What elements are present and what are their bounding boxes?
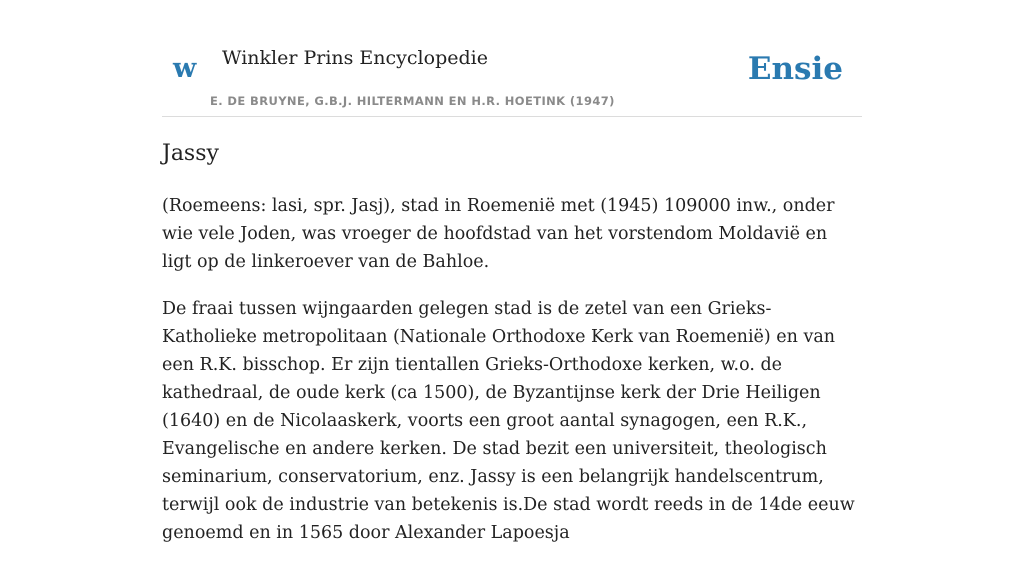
article-title: Jassy <box>162 141 219 166</box>
encyclopedia-title[interactable]: Winkler Prins Encyclopedie <box>222 47 488 69</box>
ensie-brand-logo[interactable]: Ensie <box>747 51 843 87</box>
authors-byline: E. DE BRUYNE, G.B.J. HILTERMANN EN H.R. HOETINK (1947) <box>210 94 615 108</box>
article-body <box>162 192 862 566</box>
article-paragraph: (Roemeens: lasi, spr. Jasj), stad in Roemenië met (1945) 109000 inw., onder wie vele Joden, was vroeger de hoofdstad van het vorstendom Moldavië en ligt op de linkeroever van de Bahloe. <box>162 196 835 272</box>
article-paragraph: De fraai tussen wijngaarden gelegen stad is de zetel van een Grieks-Katholieke metropolitaan (Nationale Orthodoxe Kerk van Roemenië) en van een R.K. bisschop. Er zijn tientallen Grieks-Orthodoxe kerken, w.o. de kathedraal, de oude kerk (ca 1500), de Byzantijnse kerk der Drie Heiligen (1640) en de Nicolaaskerk, voorts een groot aantal synagogen, een R.K., Evangelische en andere kerken. De stad bezit een universiteit, theologisch seminarium, conservatorium, enz. Jassy is een belangrijk handelscentrum, terwijl ook de industrie van betekenis is.De stad wordt reeds in de 14de eeuw genoemd en in 1565 door Alexander Lapoesja <box>162 299 855 543</box>
winkler-prins-logo[interactable]: w <box>173 53 197 84</box>
site-header <box>162 0 862 117</box>
